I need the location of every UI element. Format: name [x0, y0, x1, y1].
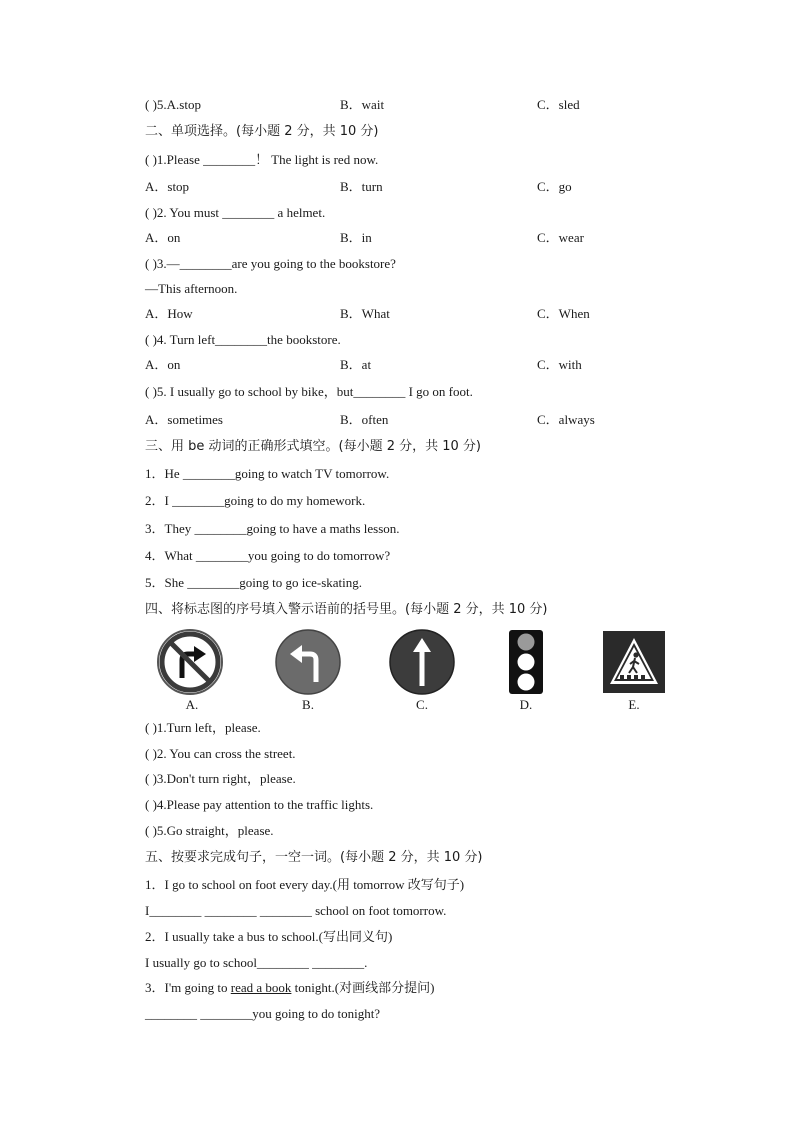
s5-a1: I________ ________ ________ school on foot tomorrow.: [145, 903, 447, 918]
traffic-light-icon: [492, 628, 560, 696]
s3-item-2: 2．I ________going to do my homework.: [145, 493, 366, 508]
s2-q2-option-b: B．in: [340, 230, 372, 245]
s5-q1: 1．I go to school on foot every day.(用 tomorrow 改写句子): [145, 877, 465, 892]
s5-a3: ________ ________you going to do tonight?: [145, 1006, 381, 1021]
s4-item-3: ( )3.Don't turn right，please.: [145, 771, 296, 786]
s2-q4-option-c: C．with: [537, 357, 582, 372]
s2-q4: ( )4. Turn left________the bookstore.: [145, 332, 341, 347]
s2-q4-option-a: A．on: [145, 357, 181, 372]
s2-q1-option-b: B．turn: [340, 179, 383, 194]
s2-q4-option-b: B．at: [340, 357, 372, 372]
q5-option-b: B．wait: [340, 97, 385, 112]
s5-q3-underlined: read a book: [230, 980, 292, 995]
s3-item-1: 1．He ________going to watch TV tomorrow.: [145, 466, 390, 481]
section-3-title: 三、用 be 动词的正确形式填空。(每小题 2 分，共 10 分): [145, 439, 482, 454]
s2-q2-option-a: A．on: [145, 230, 181, 245]
s2-q3: ( )3.—________are you going to the bookstore?: [145, 256, 396, 271]
s2-q1-option-a: A．stop: [145, 179, 190, 194]
s2-q3-option-a: A．How: [145, 306, 193, 321]
sign-label-d: D.: [519, 697, 533, 712]
section-2-title: 二、单项选择。(每小题 2 分，共 10 分): [145, 124, 379, 139]
s5-a2: I usually go to school________ ________.: [145, 955, 368, 970]
s2-q1-option-c: C．go: [537, 179, 572, 194]
s2-q3-option-b: B．What: [340, 306, 390, 321]
turn-left-sign-icon: [274, 628, 342, 696]
s2-q2: ( )2. You must ________ a helmet.: [145, 205, 326, 220]
s4-item-2: ( )2. You can cross the street.: [145, 746, 296, 761]
s2-q5-option-b: B．often: [340, 412, 389, 427]
s2-q3-option-c: C．When: [537, 306, 590, 321]
q5-stem: ( )5.A.stop: [145, 97, 201, 112]
sign-label-b: B.: [302, 697, 314, 712]
s3-item-4: 4．What ________you going to do tomorrow?: [145, 548, 391, 563]
s2-q3-answer-line: —This afternoon.: [145, 281, 238, 296]
s2-q5-option-a: A．sometimes: [145, 412, 223, 427]
no-right-turn-sign-icon: [156, 628, 224, 696]
s4-item-1: ( )1.Turn left，please.: [145, 720, 261, 735]
s5-q3-suffix: tonight.(对画线部分提问): [291, 980, 435, 995]
pedestrian-crossing-sign-icon: [600, 628, 668, 696]
s4-item-5: ( )5.Go straight，please.: [145, 823, 274, 838]
sign-label-a: A.: [185, 697, 199, 712]
section-4-title: 四、将标志图的序号填入警示语前的括号里。(每小题 2 分，共 10 分): [145, 602, 548, 617]
s5-q3: [145, 980, 434, 996]
s3-item-5: 5．She ________going to go ice-skating.: [145, 575, 363, 590]
s2-q5: ( )5. I usually go to school by bike，but________ I go on foot.: [145, 384, 473, 399]
q5-option-c: C．sled: [537, 97, 580, 112]
sign-label-e: E.: [628, 697, 640, 712]
s2-q2-option-c: C．wear: [537, 230, 584, 245]
s2-q1: ( )1.Please ________！ The light is red now.: [145, 152, 379, 167]
s3-item-3: 3．They ________going to have a maths lesson.: [145, 521, 400, 536]
section-5-title: 五、按要求完成句子，一空一词。(每小题 2 分，共 10 分): [145, 850, 483, 865]
sign-label-c: C.: [416, 697, 428, 712]
go-straight-sign-icon: [388, 628, 456, 696]
s5-q3-prefix: 3．I'm going to: [145, 980, 231, 995]
s5-q2: 2．I usually take a bus to school.(写出同义句): [145, 929, 393, 944]
s2-q5-option-c: C．always: [537, 412, 595, 427]
s4-item-4: ( )4.Please pay attention to the traffic lights.: [145, 797, 374, 812]
